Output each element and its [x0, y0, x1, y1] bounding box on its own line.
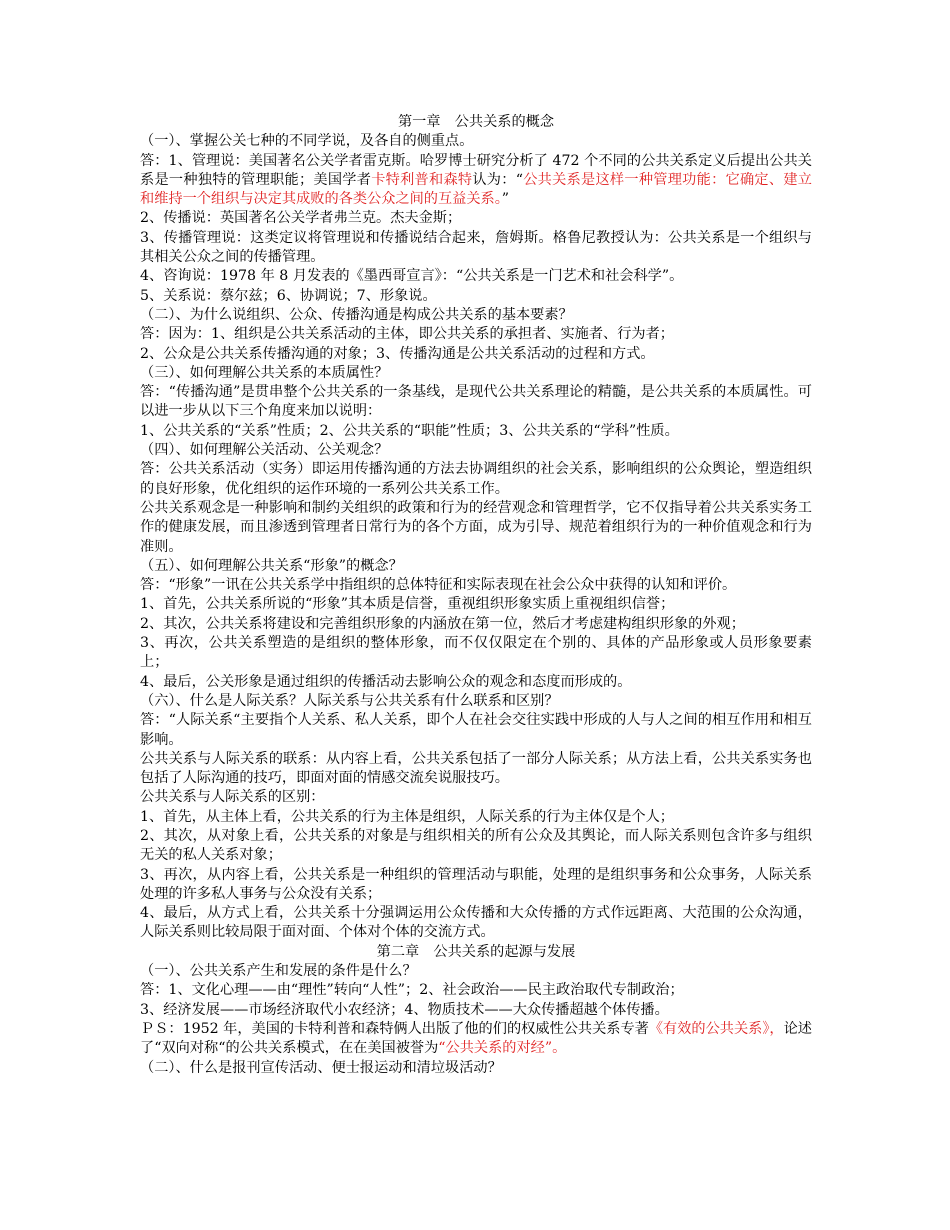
answer-3-line-2: 1、公共关系的“关系”性质；2、公共关系的“职能”性质；3、公共关系的“学科”性质。 — [140, 422, 679, 439]
answer-1-says: 认为：“ — [472, 171, 523, 188]
answer-5-line-2: 1、首先，公共关系所说的“形象”其本质是信誉，重视组织形象实质上重视组织信誉； — [140, 596, 675, 613]
postscript-mid: 论述了“双向对称“的公共关系模式，在在美国被誉为 — [140, 1020, 812, 1057]
chapter-2-title: 第二章 公共关系的起源与发展 — [376, 943, 576, 960]
answer-5-line-4: 3、再次，公共关系塑造的是组织的整体形象，而不仅仅限定在个别的、具体的产品形象或人员形象要素上； — [140, 635, 812, 671]
question-4: （四）、如何理解公关活动、公关观念？ — [140, 442, 389, 459]
answer-1-relations: 5、关系说：蔡尔兹；6、协调说；7、形象说。 — [140, 287, 437, 304]
chapter-2-question-1: （一）、公共关系产生和发展的条件是什么？ — [140, 963, 417, 980]
chapter-2-answer-1-line-2: 3、经济发展——市场经济取代小农经济；4、物质技术——大众传播超越个体传播。 — [140, 1001, 669, 1018]
answer-2-line-1: 答：因为：1、组织是公共关系活动的主体，即公共关系的承担者、实施者、行为者； — [140, 326, 674, 343]
answer-6-line-1: 答：“人际关系“主要指个人关系、私人关系，即个人在社会交往实践中形成的人与人之间的相互作用和相互影响。 — [140, 712, 812, 748]
postscript — [140, 1020, 812, 1059]
answer-4-activity: 答：公共关系活动（实务）即运用传播沟通的方法去协调组织的社会关系，影响组织的公众舆论，塑造组织的良好形象，优化组织的运作环境的一系列公共关系工作。 — [140, 461, 812, 497]
answer-3-line-1: 答：“传播沟通”是贯串整个公共关系的一条基线，是现代公共关系理论的精髓，是公共关系的本质属性。可以进一步从以下三个角度来加以说明： — [140, 384, 812, 420]
document-page — [140, 113, 812, 1078]
answer-1-comm-management: 3、传播管理说：这类定议将管理说和传播说结合起来，詹姆斯。格鲁尼教授认为：公共关系是一个组织与其相关公众之间的传播管理。 — [140, 229, 812, 266]
answer-5-line-3: 2、其次，公共关系将建设和完善组织形象的内涵放在第一位，然后才考虑建构组织形象的外观； — [140, 615, 745, 632]
answer-6-line-3: 公共关系与人际关系的区别： — [140, 789, 325, 806]
answer-1-close-quote: ” — [501, 191, 510, 208]
answer-6-line-6: 3、再次，从内容上看，公共关系是一种组织的管理活动与职能，处理的是组织事务和公众事务，人际关系处理的许多私人事务与公众没有关系； — [140, 866, 812, 902]
question-1: （一）、掌握公关七种的不同学说，及各自的侧重点。 — [140, 133, 474, 150]
answer-5-line-5: 4、最后，公关形象是通过组织的传播活动去影响公众的观念和态度而形成的。 — [140, 673, 632, 690]
highlight-names: 卡特利普和森特 — [371, 171, 473, 188]
highlight-definition: 公共关系是这样一种管理功能：它确定、建立和维持一个组织与决定其成败的各类公众之间的互益关系。 — [140, 171, 812, 208]
chapter-1-title: 第一章 公共关系的概念 — [397, 114, 555, 130]
highlight-praise: “公共关系的对经”。 — [438, 1040, 567, 1057]
postscript-text: ＰＳ：1952 年，美国的卡特利普和森特俩人出版了他的们的权威性公共关系专著 — [140, 1020, 649, 1037]
question-6: （六）、什么是人际关系？人际关系与公共关系有什么联系和区别？ — [140, 692, 559, 709]
highlight-book-title: 《有效的公共关系》， — [648, 1020, 784, 1037]
answer-1-communication: 2、传播说：英国著名公关学者弗兰克。杰夫金斯； — [140, 210, 462, 227]
question-3: （三）、如何理解公共关系的本质属性？ — [140, 364, 389, 381]
answer-6-line-4: 1、首先，从主体上看，公共关系的行为主体是组织，人际关系的行为主体仅是个人； — [140, 808, 674, 825]
answer-1-consulting: 4、咨询说：1978 年 8 月发表的《墨西哥宣言》：“公共关系是一门艺术和社会科学”。 — [140, 268, 684, 285]
answer-1-management — [140, 152, 812, 210]
answer-1-text: 答：1、管理说：美国著名公关学者雷克斯。哈罗博士研究分析了 472 个不同的公共关系定义后提出公共关系是一种独特的管理职能；美国学者 — [140, 152, 812, 188]
answer-4-concept: 公共关系观念是一种影响和制约关组织的政策和行为的经营观念和管理哲学，它不仅指导着公共关系实务工作的健康发展，而且渗透到管理者日常行为的各个方面，成为引导、规范着组织行为的一种价值观念和行为准则。 — [140, 499, 812, 555]
answer-6-line-5: 2、其次，从对象上看，公共关系的对象是与组织相关的所有公众及其舆论，而人际关系则包含许多与组织无关的私人关系对象； — [140, 827, 812, 864]
chapter-2-question-2: （二）、什么是报刊宣传活动、便士报运动和清垃圾活动？ — [140, 1059, 502, 1076]
question-2: （二）、为什么说组织、公众、传播沟通是构成公共关系的基本要素？ — [140, 306, 573, 323]
answer-6-line-2: 公共关系与人际关系的联系：从内容上看，公共关系包括了一部分人际关系；从方法上看，公共关系实务也包括了人际沟通的技巧，即面对面的情感交流矣说服技巧。 — [140, 750, 812, 787]
answer-6-line-7: 4、最后，从方式上看，公共关系十分强调运用公众传播和大众传播的方式作远距离、大范围的公众沟通，人际关系则比较局限于面对面、个体对个体的交流方式。 — [140, 905, 812, 941]
question-5: （五）、如何理解公共关系“形象”的概念？ — [140, 557, 403, 574]
answer-5-line-1: 答：“形象”一讯在公共关系学中指组织的总体特征和实际表现在社会公众中获得的认知和评价。 — [140, 577, 737, 594]
chapter-2-answer-1-line-1: 答：1、文化心理——由“理性”转向“人性”；2、社会政治——民主政治取代专制政治； — [140, 982, 684, 999]
answer-2-line-2: 2、公众是公共关系传播沟通的对象；3、传播沟通是公共关系活动的过程和方式。 — [140, 345, 655, 362]
